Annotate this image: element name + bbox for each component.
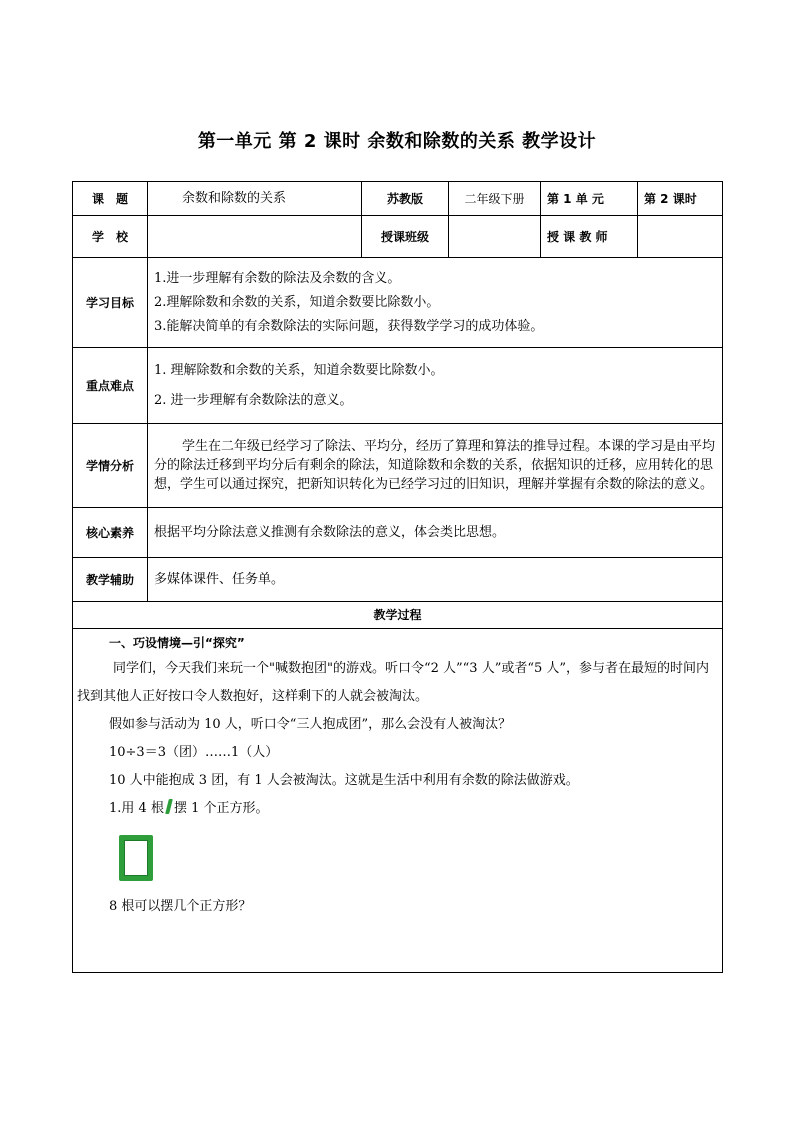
lesson: 第 2 课时 [638, 182, 723, 216]
process-question: 8 根可以摆几个正方形？ [109, 899, 252, 914]
instruction-text: 摆 1 个正方形。 [173, 801, 269, 816]
row-process [73, 629, 723, 973]
core-text: 根据平均分除法意义推测有余数除法的意义，体会类比思想。 [148, 508, 723, 558]
key-point-item: 1. 理解除数和余数的关系，知道余数要比除数小。 [154, 362, 444, 378]
page-title: 第一单元 第 2 课时 余数和除数的关系 教学设计 [197, 131, 597, 152]
row-objectives [73, 258, 723, 348]
school-value [148, 216, 362, 258]
objectives-list [148, 258, 723, 348]
key-points-list [148, 348, 723, 424]
lesson-plan-table [72, 181, 723, 973]
objective-item: 3.能解决简单的有余数除法的实际问题，获得数学学习的成功体验。 [154, 318, 544, 334]
process-paragraph: 10 人中能抱成 3 团，有 1 人会被淘汰。这就是生活中利用有余数的除法做游戏。 [109, 773, 579, 788]
grade: 二年级下册 [449, 182, 541, 216]
instruction-text: 1.用 4 根 [109, 801, 164, 816]
process-content [73, 629, 723, 973]
label-school: 学 校 [73, 216, 148, 258]
row-school [73, 216, 723, 258]
objective-item: 2.理解除数和余数的关系，知道余数要比除数小。 [154, 294, 440, 310]
topic-value: 余数和除数的关系 [148, 182, 362, 216]
label-teacher: 授 课 教 师 [541, 216, 638, 258]
row-core [73, 508, 723, 558]
label-objectives: 学习目标 [73, 258, 148, 348]
unit: 第 1 单 元 [541, 182, 638, 216]
label-topic: 课 题 [73, 182, 148, 216]
process-paragraph: 假如参与活动为 10 人，听口令“三人抱成团”，那么会没有人被淘汰？ [109, 717, 512, 732]
process-instruction [73, 795, 722, 823]
teacher-value [638, 216, 723, 258]
objective-item: 1.进一步理解有余数的除法及余数的含义。 [154, 270, 401, 286]
label-key-points: 重点难点 [73, 348, 148, 424]
row-analysis [73, 424, 723, 508]
label-aids: 教学辅助 [73, 558, 148, 602]
row-key-points [73, 348, 723, 424]
aids-text: 多媒体课件、任务单。 [148, 558, 723, 602]
class-value [449, 216, 541, 258]
analysis-text: 学生在二年级已经学习了除法、平均分，经历了算理和算法的推导过程。本课的学习是由平均分的除法迁移到平均分后有剩余的除法，知道除数和余数的关系，依据知识的迁移，应用转化的思想，学生可以通过探究，把新知识转化为已经学习过的旧知识，理解并掌握有余数的除法的意义。 [154, 439, 716, 492]
process-paragraph: 同学们，今天我们来玩一个"喊数抱团"的游戏。听口令“2 人”“3 人”或者“5 人”，参与者在最短的时间内找到其他人正好按口令人数抱好，这样剩下的人就会被淘汰。 [77, 661, 710, 704]
row-aids [73, 558, 723, 602]
process-heading: 教学过程 [73, 602, 723, 629]
section-heading: 一、巧设情境—引“探究” [109, 636, 245, 650]
row-process-heading [73, 602, 723, 629]
label-class: 授课班级 [362, 216, 449, 258]
publisher: 苏教版 [362, 182, 449, 216]
label-analysis: 学情分析 [73, 424, 148, 508]
green-stick-icon [165, 799, 173, 814]
stick-square-icon [119, 835, 153, 881]
label-core: 核心素养 [73, 508, 148, 558]
key-point-item: 2. 进一步理解有余数除法的意义。 [154, 392, 353, 408]
process-equation: 10÷3＝3（团）……1（人） [109, 745, 279, 760]
row-topic [73, 182, 723, 216]
